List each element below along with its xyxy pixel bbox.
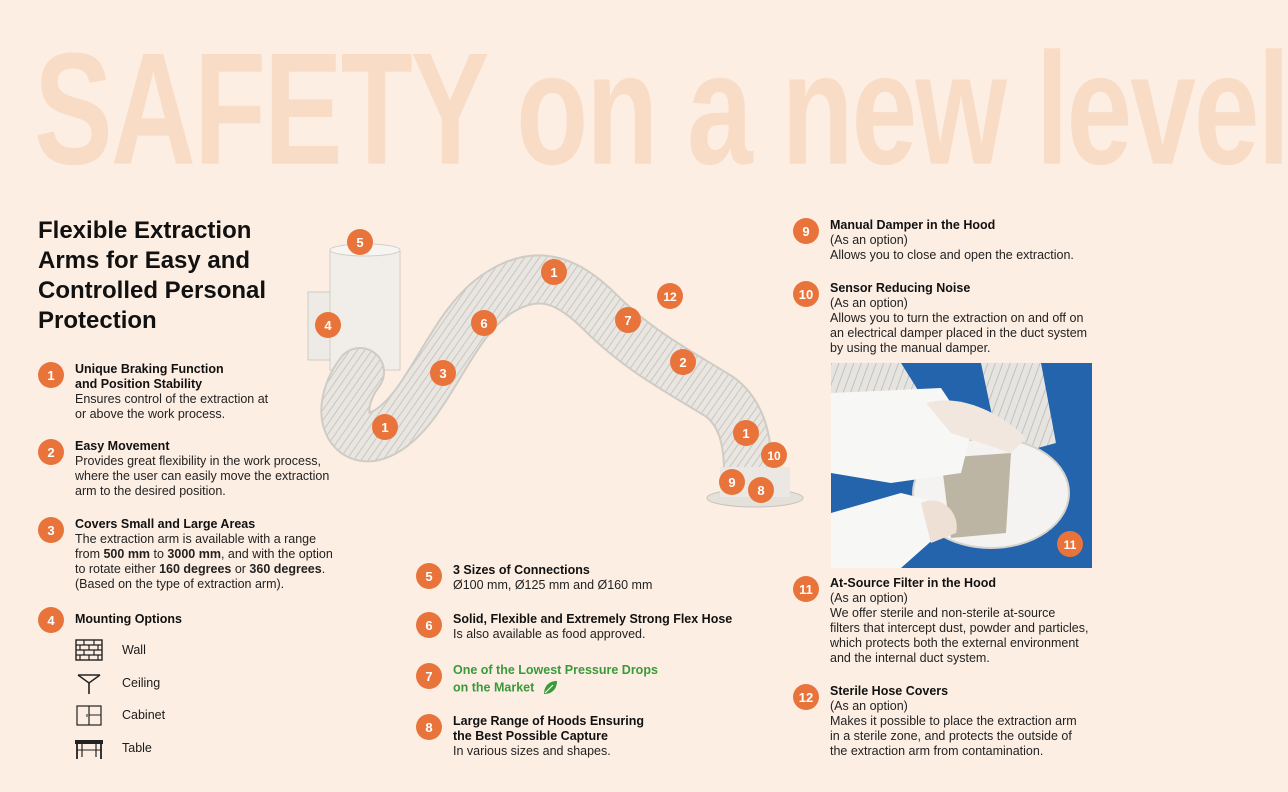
feature-10-line: by using the manual damper.	[830, 341, 991, 355]
feature-8-title: Large Range of Hoods Ensuring	[453, 714, 644, 728]
feature-12-title: Sterile Hose Covers	[830, 684, 949, 698]
feature-1-line: Ensures control of the extraction at	[75, 392, 269, 406]
feature-2-line: Provides great flexibility in the work process,	[75, 454, 321, 468]
svg-text:4: 4	[324, 318, 332, 333]
svg-text:1: 1	[742, 426, 750, 441]
feature-5-line: Ø100 mm, Ø125 mm and Ø160 mm	[453, 578, 653, 592]
mounting-label: Wall	[122, 643, 146, 658]
feature-2	[38, 439, 329, 499]
svg-text:3: 3	[439, 366, 447, 381]
feature-10-line: (As an option)	[830, 296, 908, 310]
mounting-label: Table	[122, 740, 152, 755]
feature-3	[38, 517, 333, 592]
feature-4-title: Mounting Options	[75, 612, 182, 626]
mounting-option-ceiling	[72, 667, 165, 700]
feature-11-line: (As an option)	[830, 591, 908, 605]
extraction-arm-illustration	[300, 222, 820, 522]
ceiling-mount-icon	[72, 670, 106, 696]
feature-8-title2: the Best Possible Capture	[453, 729, 608, 743]
feature-12-line: (As an option)	[830, 699, 908, 713]
cabinet-icon	[72, 702, 106, 728]
badge-7: 7	[416, 663, 442, 689]
svg-text:2: 2	[679, 355, 687, 370]
feature-1-title2: and Position Stability	[75, 377, 203, 391]
svg-text:5: 5	[356, 235, 364, 250]
mounting-option-wall	[72, 634, 165, 667]
badge-8: 8	[416, 714, 442, 740]
feature-11	[793, 576, 1088, 666]
feature-11-line: and the internal duct system.	[830, 651, 990, 665]
feature-8-line: In various sizes and shapes.	[453, 744, 611, 758]
feature-11-line: filters that intercept dust, powder and particles,	[830, 621, 1089, 635]
badge-3: 3	[38, 517, 64, 543]
feature-7	[416, 663, 658, 698]
filter-hood-illustration	[831, 363, 1092, 568]
page-title: Flexible Extraction Arms for Easy and Controlled Personal Protection	[38, 217, 267, 334]
feature-11-line: We offer sterile and non-sterile at-source	[830, 606, 1056, 620]
feature-6-line: Is also available as food approved.	[453, 627, 646, 641]
feature-2-line: arm to the desired position.	[75, 484, 226, 498]
feature-6-title: Solid, Flexible and Extremely Strong Flex Hose	[453, 612, 733, 626]
badge-4: 4	[38, 607, 64, 633]
badge-11: 11	[793, 576, 819, 602]
badge-6: 6	[416, 612, 442, 638]
feature-3-line: to rotate either 160 degrees or 360 degrees.	[75, 562, 326, 576]
feature-1-line: or above the work process.	[75, 407, 226, 421]
feature-3-line: The extraction arm is available with a range	[75, 532, 317, 546]
feature-5-title: 3 Sizes of Connections	[453, 563, 590, 577]
leaf-icon	[540, 678, 560, 698]
feature-1	[38, 362, 268, 422]
mounting-label: Cabinet	[122, 708, 166, 723]
feature-7-title: One of the Lowest Pressure Drops	[453, 663, 658, 677]
feature-2-title: Easy Movement	[75, 439, 170, 453]
feature-12-line: Makes it possible to place the extraction arm	[830, 714, 1077, 728]
feature-4	[38, 607, 182, 633]
feature-10-line: Allows you to turn the extraction on and off on	[830, 311, 1084, 325]
svg-text:6: 6	[480, 316, 488, 331]
table-icon	[72, 735, 106, 761]
feature-10	[793, 281, 1087, 356]
mounting-option-table	[72, 732, 165, 765]
feature-11-title: At-Source Filter in the Hood	[830, 576, 996, 590]
hero-watermark: SAFETY on a new level	[34, 20, 1288, 199]
feature-3-line: (Based on the type of extraction arm).	[75, 577, 285, 591]
svg-text:10: 10	[767, 449, 781, 463]
badge-2: 2	[38, 439, 64, 465]
badge-9: 9	[793, 218, 819, 244]
feature-12-line: the extraction arm from contamination.	[830, 744, 1044, 758]
svg-text:1: 1	[550, 265, 558, 280]
mounting-label: Ceiling	[122, 675, 161, 690]
feature-9	[793, 218, 1074, 263]
svg-text:12: 12	[663, 290, 677, 304]
feature-3-title: Covers Small and Large Areas	[75, 517, 256, 531]
feature-12	[793, 684, 1077, 759]
feature-2-line: where the user can easily move the extraction	[75, 469, 330, 483]
mounting-option-cabinet	[72, 699, 165, 732]
feature-9-line: Allows you to close and open the extraction.	[830, 248, 1074, 262]
badge-5: 5	[416, 563, 442, 589]
feature-6	[416, 612, 732, 642]
mounting-options-list	[72, 634, 165, 764]
feature-8	[416, 714, 644, 759]
badge-12: 12	[793, 684, 819, 710]
feature-9-line: (As an option)	[830, 233, 908, 247]
feature-5	[416, 563, 652, 593]
svg-text:7: 7	[624, 313, 632, 328]
feature-10-title: Sensor Reducing Noise	[830, 281, 971, 295]
svg-text:1: 1	[381, 420, 389, 435]
feature-7-title2: on the Market	[453, 678, 658, 698]
badge-10: 10	[793, 281, 819, 307]
badge-1: 1	[38, 362, 64, 388]
feature-9-title: Manual Damper in the Hood	[830, 218, 996, 232]
svg-text:8: 8	[757, 483, 765, 498]
filter-hood-photo	[831, 363, 1092, 568]
brick-wall-icon	[72, 637, 106, 663]
feature-3-line: from 500 mm to 3000 mm, and with the option	[75, 547, 333, 561]
feature-11-line: which protects both the external environment	[830, 636, 1079, 650]
svg-text:9: 9	[728, 475, 736, 490]
photo-marker-11: 11	[1063, 538, 1077, 552]
feature-10-line: an electrical damper placed in the duct system	[830, 326, 1088, 340]
feature-12-line: in a sterile zone, and protects the outside of	[830, 729, 1072, 743]
feature-1-title: Unique Braking Function	[75, 362, 224, 376]
